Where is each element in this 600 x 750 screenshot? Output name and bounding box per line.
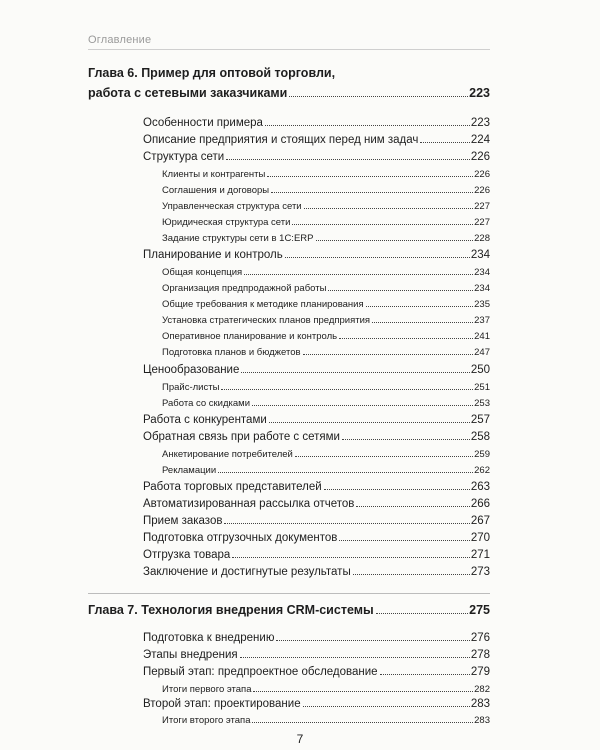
chapter-7-page: 275 [469, 603, 490, 617]
toc-entry-page: 279 [470, 666, 490, 678]
toc-entry-page: 266 [470, 498, 490, 510]
chapter-separator [88, 593, 490, 594]
toc-entry[interactable] [143, 515, 490, 527]
dot-leader [324, 489, 470, 490]
toc-entry-title: Этапы внедрения [143, 649, 238, 661]
toc-entry-page: 258 [470, 431, 490, 443]
chapter-6-line-1 [88, 66, 335, 80]
toc-entry-title: Автоматизированная рассылка отчетов [143, 498, 355, 510]
chapter-7-heading[interactable] [88, 603, 490, 617]
toc-entry-page: 247 [474, 347, 490, 358]
toc-entry[interactable] [143, 249, 490, 261]
toc-entry-page: 234 [470, 249, 490, 261]
toc-entry-title: Ценообразование [143, 364, 240, 376]
dot-leader [292, 224, 473, 225]
toc-entry-page: 226 [474, 169, 490, 180]
toc-entry-title: Организация предпродажной работы [162, 283, 327, 294]
dot-leader [316, 240, 474, 241]
toc-entry[interactable] [143, 414, 490, 426]
toc-entry[interactable] [143, 498, 490, 510]
toc-entry-page: 250 [470, 364, 490, 376]
toc-subentry[interactable] [162, 299, 490, 310]
toc-entry-title: Второй этап: проектирование [143, 698, 301, 710]
running-header: Оглавление [88, 34, 152, 46]
toc-entry-title: Подготовка к внедрению [143, 632, 275, 644]
dot-leader [271, 192, 473, 193]
toc-entry[interactable] [143, 549, 490, 561]
toc-entry-title: Итоги первого этапа [162, 684, 252, 695]
toc-entry-title: Отгрузка товара [143, 549, 231, 561]
toc-subentry[interactable] [162, 331, 490, 342]
dot-leader [232, 557, 470, 558]
toc-subentry[interactable] [162, 169, 490, 180]
toc-subentry[interactable] [162, 283, 490, 294]
dot-leader [224, 523, 469, 524]
toc-entry-page: 227 [474, 217, 490, 228]
dot-leader [295, 456, 473, 457]
dot-leader [304, 208, 474, 209]
toc-entry-title: Управленческая структура сети [162, 201, 302, 212]
toc-entry-title: Подготовка планов и бюджетов [162, 347, 301, 358]
toc-entry-title: Подготовка отгрузочных документов [143, 532, 338, 544]
toc-subentry[interactable] [162, 715, 490, 726]
dot-leader [252, 722, 473, 723]
toc-entry-page: 228 [474, 233, 490, 244]
toc-entry-title: Работа торговых представителей [143, 481, 322, 493]
toc-entry[interactable] [143, 481, 490, 493]
chapter-6-title-line-1: Глава 6. Пример для оптовой торговли, [88, 66, 336, 80]
dot-leader [289, 96, 468, 97]
toc-entry-title: Задание структуры сети в 1С:ERP [162, 233, 314, 244]
toc-entry-title: Особенности примера [143, 117, 263, 129]
toc-entry-page: 234 [474, 283, 490, 294]
toc-entry[interactable] [143, 134, 490, 146]
toc-entry-title: Работа со скидками [162, 398, 251, 409]
toc-entry[interactable] [143, 698, 490, 710]
toc-subentry[interactable] [162, 449, 490, 460]
dot-leader [285, 257, 470, 258]
dot-leader [240, 657, 470, 658]
toc-subentry[interactable] [162, 201, 490, 212]
chapter-6-heading[interactable] [88, 86, 490, 100]
toc-entry-title: Работа с конкурентами [143, 414, 267, 426]
toc-entry-title: Прием заказов [143, 515, 223, 527]
toc-subentry[interactable] [162, 347, 490, 358]
toc-entry-page: 263 [470, 481, 490, 493]
dot-leader [420, 142, 469, 143]
toc-entry[interactable] [143, 532, 490, 544]
toc-entry-page: 271 [470, 549, 490, 561]
toc-subentry[interactable] [162, 382, 490, 393]
toc-subentry[interactable] [162, 684, 490, 695]
chapter-7-title: Глава 7. Технология внедрения CRM-системы [88, 603, 374, 617]
toc-entry-page: 234 [474, 267, 490, 278]
dot-leader [276, 640, 469, 641]
dot-leader [267, 176, 473, 177]
dot-leader [372, 322, 473, 323]
toc-subentry[interactable] [162, 185, 490, 196]
toc-entry-title: Итоги второго этапа [162, 715, 251, 726]
dot-leader [252, 405, 473, 406]
toc-subentry[interactable] [162, 465, 490, 476]
toc-entry[interactable] [143, 117, 490, 129]
toc-entry-title: Анкетирование потребителей [162, 449, 293, 460]
toc-entry-page: 235 [474, 299, 490, 310]
dot-leader [244, 274, 473, 275]
toc-subentry[interactable] [162, 233, 490, 244]
dot-leader [303, 354, 474, 355]
chapter-6-page: 223 [469, 86, 490, 100]
toc-entry[interactable] [143, 649, 490, 661]
toc-entry-page: 223 [470, 117, 490, 129]
toc-subentry[interactable] [162, 315, 490, 326]
toc-entry[interactable] [143, 666, 490, 678]
toc-entry-title: Обратная связь при работе с сетями [143, 431, 340, 443]
toc-entry-title: Юридическая структура сети [162, 217, 291, 228]
toc-entry-page: 283 [470, 698, 490, 710]
dot-leader [339, 338, 473, 339]
toc-entry-title: Соглашения и договоры [162, 185, 270, 196]
header-rule [88, 49, 490, 50]
toc-entry-title: Общая концепция [162, 267, 243, 278]
dot-leader [342, 439, 470, 440]
dot-leader [303, 706, 470, 707]
toc-entry-page: 253 [474, 398, 490, 409]
toc-entry-page: 224 [470, 134, 490, 146]
toc-subentry[interactable] [162, 217, 490, 228]
toc-entry-page: 283 [474, 715, 490, 726]
dot-leader [353, 574, 470, 575]
toc-subentry[interactable] [162, 267, 490, 278]
page-number: 7 [296, 732, 304, 746]
toc-entry-page: 226 [470, 151, 490, 163]
dot-leader [376, 613, 468, 614]
toc-entry-title: Клиенты и контрагенты [162, 169, 266, 180]
toc-entry-title: Структура сети [143, 151, 225, 163]
toc-entry-title: Оперативное планирование и контроль [162, 331, 338, 342]
toc-entry-page: 270 [470, 532, 490, 544]
toc-entry-page: 267 [470, 515, 490, 527]
toc-entry[interactable] [143, 431, 490, 443]
toc-entry-page: 259 [474, 449, 490, 460]
toc-entry[interactable] [143, 364, 490, 376]
dot-leader [269, 422, 470, 423]
toc-entry-page: 282 [474, 684, 490, 695]
toc-entry-title: Общие требования к методике планирования [162, 299, 364, 310]
toc-entry-page: 241 [474, 331, 490, 342]
toc-subentry[interactable] [162, 398, 490, 409]
toc-entry[interactable] [143, 566, 490, 578]
dot-leader [366, 306, 474, 307]
dot-leader [253, 691, 473, 692]
dot-leader [241, 372, 469, 373]
toc-entry-title: Первый этап: предпроектное обследование [143, 666, 378, 678]
toc-entry-page: 278 [470, 649, 490, 661]
toc-entry-page: 273 [470, 566, 490, 578]
toc-entry-page: 251 [474, 382, 490, 393]
toc-entry-title: Планирование и контроль [143, 249, 283, 261]
toc-entry-page: 276 [470, 632, 490, 644]
dot-leader [226, 159, 470, 160]
toc-entry[interactable] [143, 632, 490, 644]
chapter-6-title-line-2: работа с сетевыми заказчиками [88, 86, 288, 100]
toc-entry-page: 262 [474, 465, 490, 476]
toc-entry-title: Прайс-листы [162, 382, 220, 393]
toc-entry[interactable] [143, 151, 490, 163]
toc-entry-page: 257 [470, 414, 490, 426]
toc-entry-title: Установка стратегических планов предприятия [162, 315, 371, 326]
dot-leader [380, 674, 470, 675]
toc-entry-title: Рекламации [162, 465, 217, 476]
dot-leader [356, 506, 469, 507]
dot-leader [265, 125, 470, 126]
dot-leader [218, 472, 473, 473]
dot-leader [328, 290, 473, 291]
dot-leader [221, 389, 473, 390]
toc-entry-title: Описание предприятия и стоящих перед ним задач [143, 134, 419, 146]
toc-entry-page: 226 [474, 185, 490, 196]
dot-leader [339, 540, 469, 541]
toc-entry-page: 237 [474, 315, 490, 326]
toc-entry-page: 227 [474, 201, 490, 212]
toc-entry-title: Заключение и достигнутые результаты [143, 566, 351, 578]
